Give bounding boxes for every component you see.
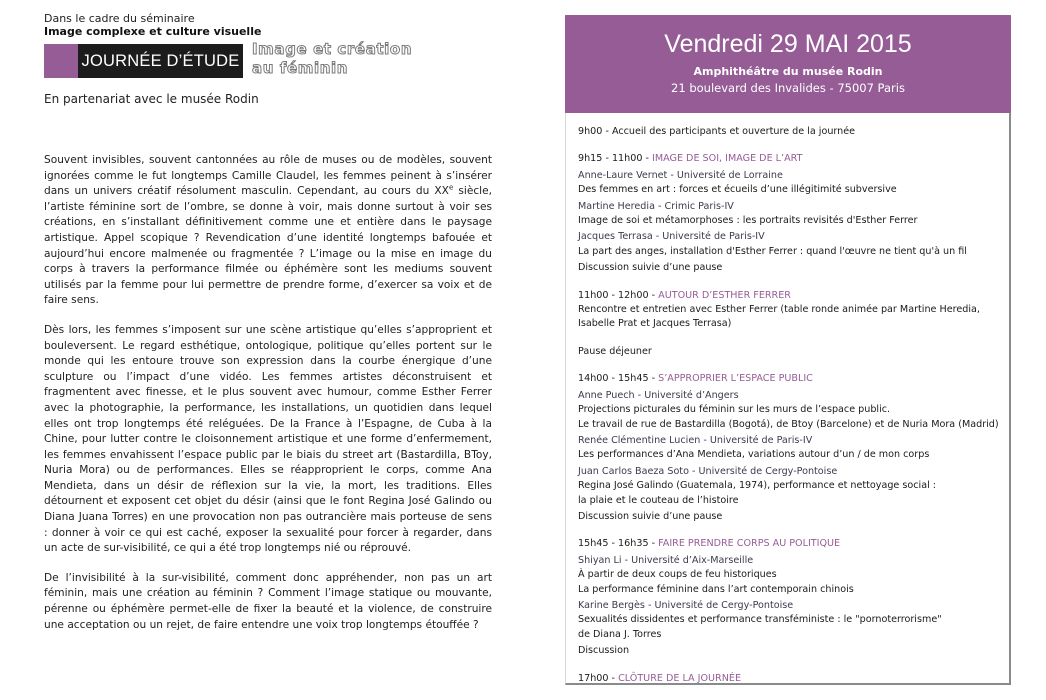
session-closing: Discussion xyxy=(578,645,630,657)
talk-title: Projections picturales du féminin sur les murs de l’espace public. xyxy=(578,404,891,416)
talk-speaker: Anne Puech - Université d’Angers xyxy=(578,389,739,401)
event-venue: Amphithéâtre du musée Rodin xyxy=(693,65,883,78)
session-description: Rencontre et entretien avec Esther Ferrer (table ronde animée par Martine Heredia, xyxy=(578,304,980,316)
talk-title: La part des anges, installation d'Esther Ferrer : quand l'œuvre ne tient qu'à un fil xyxy=(578,245,967,257)
paragraph-3: De l’invisibilité à la sur-visibilité, comment donc appréhender, non pas un art féminin, mais une création au féminin ? Comment l’image statique ou mouvante, pérenne ou éphémère permet-elle de fixer la beauté et la violence, de construire une acceptation ou un rejet, de faire entendre une voix trop longtemps étouffée ? xyxy=(44,571,492,631)
talk xyxy=(578,554,998,597)
session-time: 9h15 - 11h00 - xyxy=(578,153,653,165)
talk xyxy=(578,169,998,198)
talk xyxy=(578,465,998,508)
talk-speaker: Anne-Laure Vernet - Université de Lorraine xyxy=(578,169,783,181)
schedule-time: 9h00 - xyxy=(578,126,612,137)
badge-label: JOURNÉE D’ÉTUDE xyxy=(78,44,243,78)
talk-title: Le travail de rue de Bastardilla (Bogotá), de Btoy (Barcelone) et de Nuria Mora (Madrid) xyxy=(578,418,999,430)
partnership-line: En partenariat avec le musée Rodin xyxy=(44,92,259,106)
description-text xyxy=(44,153,492,647)
journee-badge xyxy=(44,44,243,78)
event-date: Vendredi 29 MAI 2015 xyxy=(664,30,912,58)
talk-title: La performance féminine dans l’art contemporain chinois xyxy=(578,583,854,595)
talk-speaker: Jacques Terrasa - Université de Paris-IV xyxy=(578,231,765,243)
schedule-closing xyxy=(578,672,998,686)
talk xyxy=(578,389,998,432)
schedule-session-4 xyxy=(578,537,998,658)
session-title: FAIRE PRENDRE CORPS AU POLITIQUE xyxy=(658,538,841,550)
talk-speaker: Renée Clémentine Lucien - Université de Paris-IV xyxy=(578,434,813,446)
talk-title: Image de soi et métamorphoses : les portraits revisités d'Esther Ferrer xyxy=(578,215,918,227)
event-title-line-2: au féminin xyxy=(252,59,348,77)
schedule-welcome xyxy=(578,125,998,139)
session-description: Isabelle Prat et Jacques Terrasa) xyxy=(578,318,732,330)
talk xyxy=(578,434,998,463)
talk xyxy=(578,200,998,229)
schedule-session-1 xyxy=(578,152,998,275)
schedule-session-3 xyxy=(578,372,998,524)
program-panel xyxy=(565,15,1011,685)
talk-title: Des femmes en art : forces et écueils d’une illégitimité subversive xyxy=(578,184,897,196)
program-schedule xyxy=(578,125,998,699)
session-title: IMAGE DE SOI, IMAGE DE L’ART xyxy=(652,153,803,165)
schedule-lunch xyxy=(578,345,998,359)
talk-speaker: Karine Bergès - Université de Cergy-Pontoise xyxy=(578,599,794,611)
schedule-session-2 xyxy=(578,289,998,332)
event-address: 21 boulevard des Invalides - 75007 Paris xyxy=(671,81,905,95)
talk-speaker: Martine Heredia - Crimic Paris-IV xyxy=(578,200,734,212)
talk-speaker: Shiyan Li - Université d’Aix-Marseille xyxy=(578,554,754,566)
talk-title: Sexualités dissidentes et performance transféministe : le "pornoterrorisme" xyxy=(578,614,942,626)
talk-title: Regina José Galindo (Guatemala, 1974), performance et nettoyage social : xyxy=(578,480,937,492)
session-closing: Discussion suivie d’une pause xyxy=(578,510,723,522)
event-title-line-1: Image et création xyxy=(252,40,413,58)
talk-speaker: Juan Carlos Baeza Soto - Université de Cergy-Pontoise xyxy=(578,465,838,477)
event-title xyxy=(252,40,412,78)
talk-title: À partir de deux coups de feu historiques xyxy=(578,569,777,581)
seminar-intro: Dans le cadre du séminaire xyxy=(44,12,195,25)
talk-title: la plaie et le couteau de l’histoire xyxy=(578,494,739,506)
paragraph-2: Dès lors, les femmes s’imposent sur une scène artistique qu’elles s’approprient et bouleversent. Le regard esthétique, ontologique, politique qu’elles portent sur le monde qui les entoure trouve son expression dans la courbe énergique d’une sculpture ou l’impact d’une vidéo. Les femmes artistes déconstruisent et fragmentent avec finesse, et le plus souvent avec humour, comme Esther Ferrer avec la photographie, la performance, les installations, un quotidien dans lequel elles ont trop longtemps été reléguées. De la France à l’Espagne, de Cuba à la Chine, pour lutter contre le cloisonnement artistique et une forme d’enfermement, les femmes envahissent l’espace public par le biais du street art (Bastardilla, BToy, Nuria Mora) ou de performances. Elles se réapproprient le corps, comme Ana Mendieta, dans un désir de réflexion sur la vie, la mort, les traditions. Elles détournent et exposent cet objet du désir (ainsi que le font Regina José Galindo ou Diana Juana Torres) en une provocation non pas outrancière mais porteuse de sens : donner à voir ce qui est caché, exposer la sexualité pour forcer à regarder, dans un acte de sur-visibilité, ce qui a été trop longtemps nié ou réprouvé. xyxy=(44,323,492,555)
session-title: S’APPROPRIER L’ESPACE PUBLIC xyxy=(658,373,813,385)
talk xyxy=(578,230,998,259)
session-title: AUTOUR D’ESTHER FERRER xyxy=(658,289,791,301)
session-closing: Discussion suivie d’une pause xyxy=(578,262,723,274)
session-title: CLÔTURE DE LA JOURNÉE xyxy=(618,672,742,684)
talk xyxy=(578,599,998,642)
schedule-text: Accueil des participants et ouverture de la journée xyxy=(611,126,856,137)
paragraph-1: Souvent invisibles, souvent cantonnées au rôle de muses ou de modèles, souvent ignorées comme le fut longtemps Camille Claudel, les femmes peinent à s’insérer dans un univers créatif résolument masculin. Cependant, au cours du XXe siècle, l’artiste féminine sort de l’ombre, se donne à voir, mais donne surtout à voir ses créations, en s’installant définitivement comme une et entière dans le paysage artistique. Appel scopique ? Revendication d’une identité longtemps bafouée et aujourd’hui encore malmenée ou fragmentée ? L’image ou la mise en image du corps à travers la performance filmée ou éphémère sont les mediums souvent utilisés par la femme pour lui permettre de prendre forme, d’exercer sa voix et de faire sens. xyxy=(44,154,492,307)
session-time: 17h00 - xyxy=(578,672,619,684)
session-time: 15h45 - 16h35 - xyxy=(578,538,659,550)
lunch-break: Pause déjeuner xyxy=(578,345,652,357)
session-time: 14h00 - 15h45 - xyxy=(578,373,659,385)
seminar-title: Image complexe et culture visuelle xyxy=(44,25,262,38)
talk-title: Les performances d’Ana Mendieta, variations autour d’un / de mon corps xyxy=(578,449,930,461)
program-header xyxy=(565,15,1011,113)
talk-title: de Diana J. Torres xyxy=(578,628,662,640)
badge-color-swatch xyxy=(44,44,78,78)
session-time: 11h00 - 12h00 - xyxy=(578,289,659,301)
